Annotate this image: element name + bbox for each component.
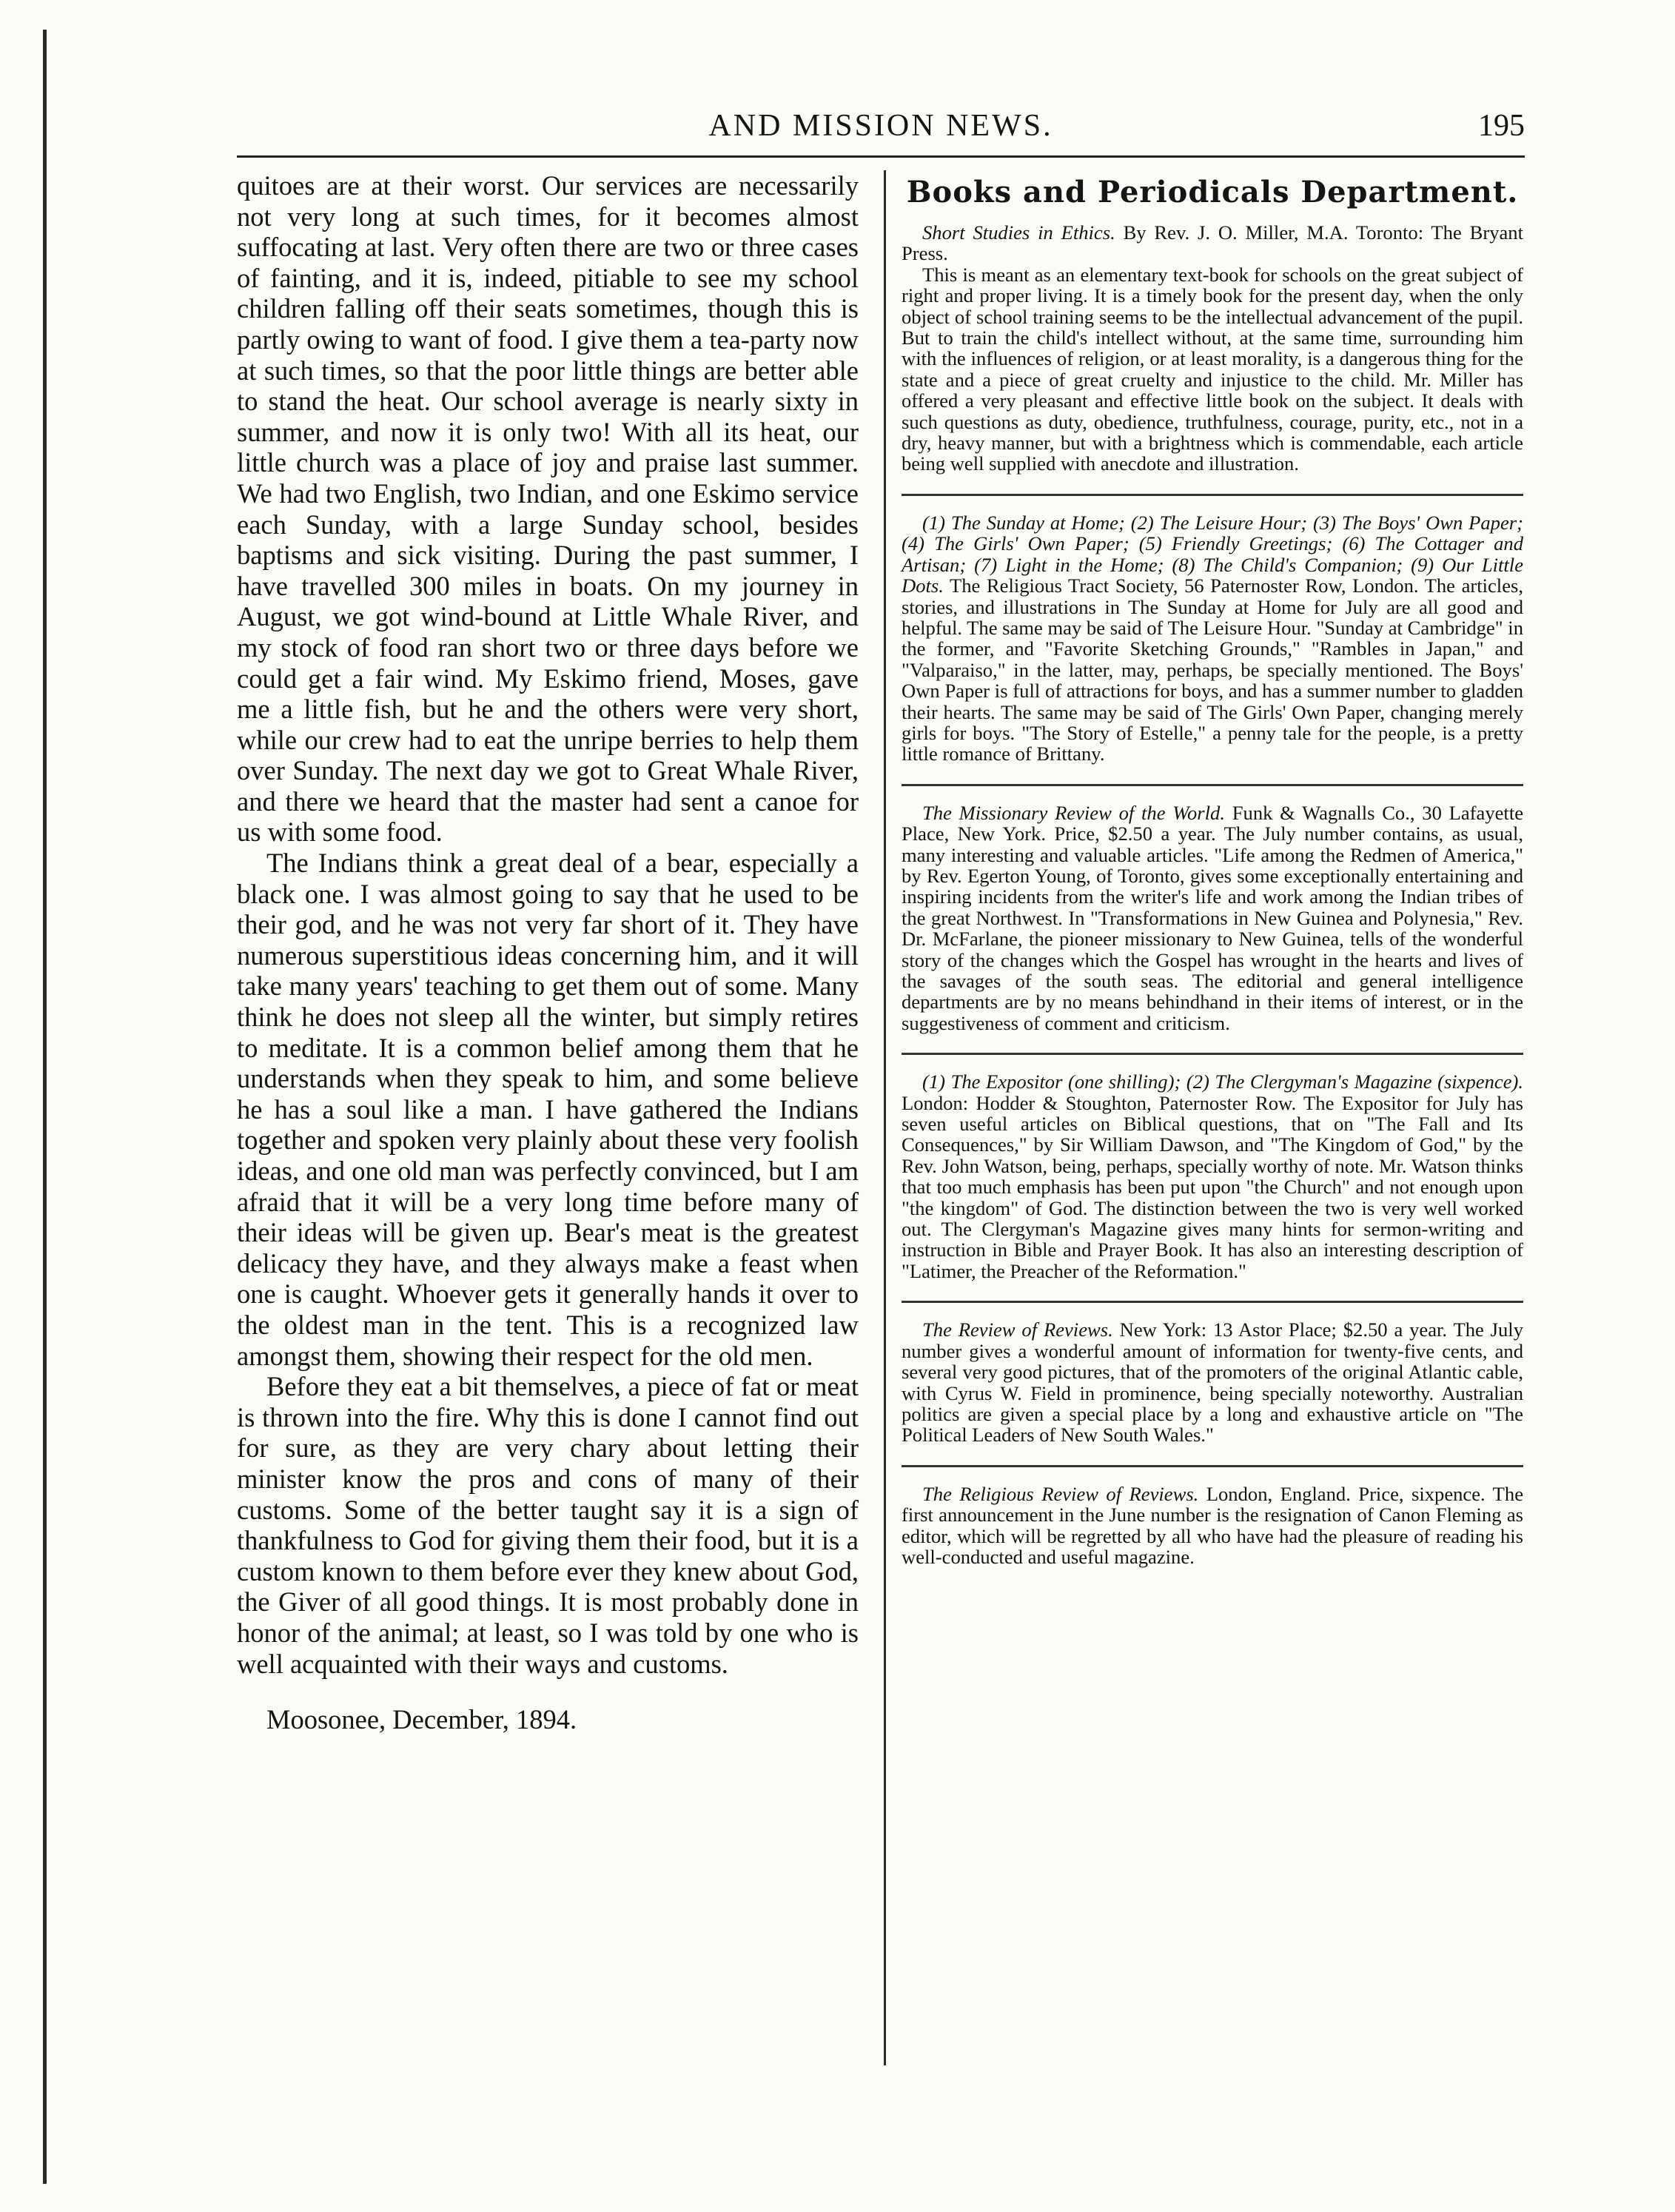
review-citation: London, England. Price, sixpence. xyxy=(1206,1482,1486,1505)
section-rule xyxy=(902,784,1523,786)
review-entry xyxy=(902,1071,1523,1281)
review-entry xyxy=(902,222,1523,475)
running-title: AND MISSION NEWS. xyxy=(708,109,1053,143)
article-paragraph: Before they eat a bit themselves, a piece of fat or meat is thrown into the fire. Why this is done I cannot find out for sure, as they are very chary about letting their minister know the pros and cons of many of their customs. Some of the better taught say it is a sign of thankfulness to God for giving them their food, but it is a custom known to them before ever they knew about God, the Giver of all good things. It is most probably done in honor of the animal; at least, so I was told by one who is well acquainted with their ways and customs. xyxy=(237,1371,859,1679)
review-body: This is meant as an elementary text-book for schools on the great subject of right and proper living. It is a timely book for the present day, when the only object of school training seems to be the intellectual advancement of the pupil. But to train the child's intellect without, at the same time, surrounding him with the influences of religion, or at least morality, is a dangerous thing for the state and a piece of great cruelty and injustice to the child. Mr. Miller has offered a very pleasant and effective little book on the subject. It deals with such questions as duty, obedience, truthfulness, courage, purity, etc., not in a dry, heavy manner, but with a brightness which is commendable, each article being well supplied with anecdote and illustration. xyxy=(902,263,1523,475)
review-entry xyxy=(902,1319,1523,1445)
review-body: The first announcement in the June number is the resignation of Canon Fleming as editor, which will be regretted by all who have had the pleasure of reading his well-conducted and useful magazine. xyxy=(902,1482,1524,1568)
binding-edge-line xyxy=(43,30,47,2184)
section-rule xyxy=(902,1465,1523,1467)
review-entry xyxy=(902,802,1523,1033)
right-column-reviews xyxy=(902,170,1523,1567)
review-title: The Missionary Review of the World. xyxy=(922,801,1225,824)
page-header xyxy=(237,104,1525,155)
page-number: 195 xyxy=(1478,109,1525,143)
review-citation: London: Hodder & Stoughton, Paternoster Row. xyxy=(902,1091,1297,1114)
review-title: (1) The Expositor (one shilling); (2) The Clergyman's Magazine (sixpence). xyxy=(922,1070,1523,1093)
article-paragraph: The Indians think a great deal of a bear, especially a black one. I was almost going to say that he used to be their god, and he was not very far short of it. They have numerous superstitious ideas concerning him, and it will take many years' teaching to get them out of some. Many think he does not sleep all the winter, but simply retires to meditate. It is a common belief among them that he understands when they speak to him, and some believe he has a soul like a man. I have gathered the Indians together and spoken very plainly about these very foolish ideas, and one old man was perfectly convinced, but I am afraid that it will be a very long time before many of their ideas will be given up. Bear's meat is the greatest delicacy they have, and they always make a feast when one is caught. Whoever gets it generally hands it over to the oldest man in the tent. This is a recognized law amongst them, showing their respect for the old men. xyxy=(237,848,859,1371)
department-title: Books and Periodicals Department. xyxy=(906,175,1519,210)
review-title: Short Studies in Ethics. xyxy=(922,221,1115,244)
section-rule xyxy=(902,1301,1523,1303)
review-title: (1) The Sunday at Home; (2) The Leisure Hour; (3) The Boys' Own Paper; (4) The Girls' Own Paper; (5) Friendly Greetings; (6) The Cottager and Artisan; (7) Light in the Home; (8) The Child's Companion; (9) Our Little Dots. xyxy=(902,511,1523,597)
article-paragraph: quitoes are at their worst. Our services are necessarily not very long at such times, for it becomes almost suffocating at last. Very often there are two or three cases of fainting, and it is, indeed, pitiable to see my school children falling off their seats sometimes, though this is partly owing to want of food. I give them a tea-party now at such times, so that the poor little things are better able to stand the heat. Our school average is nearly sixty in summer, and now it is only two! With all its heat, our little church was a place of joy and praise last summer. We had two English, two Indian, and one Eskimo service each Sunday, with a large Sunday school, besides baptisms and sick visiting. During the past summer, I have travelled 300 miles in boats. On my journey in August, we got wind-bound at Little Whale River, and my stock of food ran short two or three days before we could get a fair wind. My Eskimo friend, Moses, gave me a little fish, but he and the others were very short, while our crew had to eat the unripe berries to help them over Sunday. The next day we got to Great Whale River, and there we heard that the master had sent a canoe for us with some food. xyxy=(237,170,859,848)
review-citation: By Rev. J. O. Miller, M.A. Toronto: The Bryant Press. xyxy=(902,221,1523,265)
column-divider xyxy=(884,170,886,2065)
review-body: The Expositor for July has seven useful articles on Biblical questions, that on "The Fall and Its Consequences," by Sir William Dawson, and "The Kingdom of God," by the Rev. John Watson, being, perhaps, specially worthy of note. Mr. Watson thinks that too much emphasis has been put upon "the Church" and not enough upon "the kingdom" of God. The distinction between the two is very well worked out. The Clergyman's Magazine gives many hints for sermon-writing and instruction in Bible and Prayer Book. It has also an interesting description of "Latimer, the Preacher of the Reformation." xyxy=(902,1091,1524,1282)
review-citation: New York: 13 Astor Place; $2.50 a year. xyxy=(1119,1318,1448,1341)
review-citation: Funk & Wagnalls Co., 30 Lafayette Place, New York. Price, $2.50 a year. xyxy=(902,801,1524,845)
section-rule xyxy=(902,494,1523,496)
review-body: The July number contains, as usual, many interesting and valuable articles. "Life among the Redmen of America," by Rev. Egerton Young, of Toronto, gives some exceptionally entertaining and inspiring incidents from the writer's life and work among the Indian tribes of the great Northwest. In "Transformations in New Guinea and Polynesia," Rev. Dr. McFarlane, the pioneer missionary to New Guinea, tells of the wonderful story of the changes which the Gospel has wrought in the hearts and lives of the savages of the south seas. The editorial and general intelligence departments are by no means behindhand in their items of interest, or in the suggestiveness of comment and criticism. xyxy=(902,822,1523,1034)
review-entry xyxy=(902,512,1523,765)
section-rule xyxy=(902,1053,1523,1055)
review-entry xyxy=(902,1484,1523,1568)
header-rule xyxy=(237,155,1525,158)
dateline: Moosonee, December, 1894. xyxy=(266,1704,577,1735)
left-column-article xyxy=(237,170,859,1735)
review-body: The Religious Tract Society, 56 Paternoster Row, London. The articles, stories, and illustrations in The Sunday at Home for July are all good and helpful. The same may be said of The Leisure Hour. "Sunday at Cambridge" in the former, and "Favorite Sketching Grounds," "Rambles in Japan," and "Valparaiso," in the latter, may, perhaps, be specially mentioned. The Boys' Own Paper is full of attractions for boys, and has a summer number to gladden their hearts. The same may be said of The Girls' Own Paper, changing merely girls for boys. "The Story of Estelle," a penny tale for the people, is a pretty little romance of Brittany. xyxy=(902,574,1523,765)
review-body: The July number gives a wonderful amount of information for twenty-five cents, and several very good pictures, that of the promoters of the original Atlantic cable, with Cyrus W. Field in prominence, being specially noteworthy. Australian politics are given a special place by a long and exhaustive article on "The Political Leaders of New South Wales." xyxy=(902,1318,1523,1447)
review-title: The Religious Review of Reviews. xyxy=(922,1482,1199,1505)
review-title: The Review of Reviews. xyxy=(922,1318,1113,1341)
